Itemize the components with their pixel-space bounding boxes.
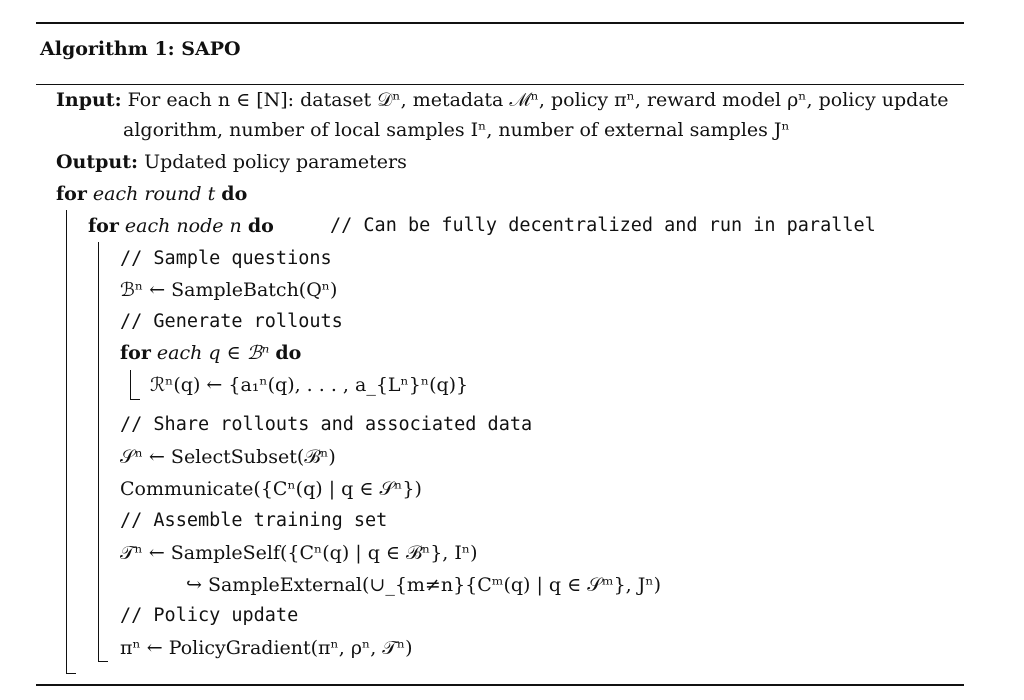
comment-share-rollouts: // Share rollouts and associated data <box>120 414 533 435</box>
q-clause: each q ∈ ℬⁿ <box>156 342 270 364</box>
node-block-foot <box>98 661 108 662</box>
round-block-bar <box>66 210 67 674</box>
top-rule <box>36 22 964 24</box>
input-line-1 <box>56 87 949 113</box>
bottom-rule <box>36 684 964 686</box>
q-block-bar <box>130 370 131 400</box>
round-clause: each round t <box>92 183 216 205</box>
for-node-line <box>88 213 274 239</box>
line-communicate: Communicate({Cⁿ(q) | q ∈ 𝒮ⁿ}) <box>120 478 422 500</box>
output-text: Updated policy parameters <box>144 151 407 173</box>
do-keyword: do <box>247 215 274 237</box>
node-block-bar <box>98 242 99 662</box>
comment-policy-update: // Policy update <box>120 605 299 626</box>
line-sample-self: 𝒯ⁿ ← SampleSelf({Cⁿ(q) | q ∈ ℬⁿ}, Iⁿ) <box>120 542 478 564</box>
comment-sample-questions: // Sample questions <box>120 248 332 269</box>
for-keyword: for <box>56 183 87 205</box>
output-line <box>56 149 407 175</box>
input-text-1: For each n ∈ [N]: dataset 𝒟ⁿ, metadata ℳⁿ, policy πⁿ, reward model ρⁿ, policy update <box>127 89 949 111</box>
do-keyword: do <box>221 183 248 205</box>
line-rollouts: ℛⁿ(q) ← {a₁ⁿ(q), . . . , a_{Lⁿ}ⁿ(q)} <box>150 374 469 396</box>
q-block-foot <box>130 399 140 400</box>
input-text-2: algorithm, number of local samples Iⁿ, number of external samples Jⁿ <box>123 119 790 141</box>
comment-generate-rollouts: // Generate rollouts <box>120 311 343 332</box>
line-select-subset: 𝒮ⁿ ← SelectSubset(ℬⁿ) <box>120 446 336 468</box>
line-policy-gradient: πⁿ ← PolicyGradient(πⁿ, ρⁿ, 𝒯ⁿ) <box>120 637 413 659</box>
algorithm-title: Algorithm 1: SAPO <box>40 38 241 60</box>
line-sample-external: ↪ SampleExternal(∪_{m≠n}{Cᵐ(q) | q ∈ 𝒮ᵐ}, Jⁿ) <box>186 574 662 596</box>
node-clause: each node n <box>124 215 242 237</box>
parallel-comment: // Can be fully decentralized and run in parallel <box>330 215 876 236</box>
for-round-line <box>56 181 247 207</box>
header-rule <box>36 84 964 85</box>
input-line-2 <box>123 117 790 143</box>
input-label: Input: <box>56 89 122 111</box>
round-block-foot <box>66 673 76 674</box>
do-keyword: do <box>275 342 302 364</box>
for-keyword: for <box>120 342 151 364</box>
for-keyword: for <box>88 215 119 237</box>
line-sample-batch: ℬⁿ ← SampleBatch(Qⁿ) <box>120 279 338 301</box>
for-q-line <box>120 340 301 366</box>
output-label: Output: <box>56 151 139 173</box>
comment-assemble-training: // Assemble training set <box>120 510 388 531</box>
